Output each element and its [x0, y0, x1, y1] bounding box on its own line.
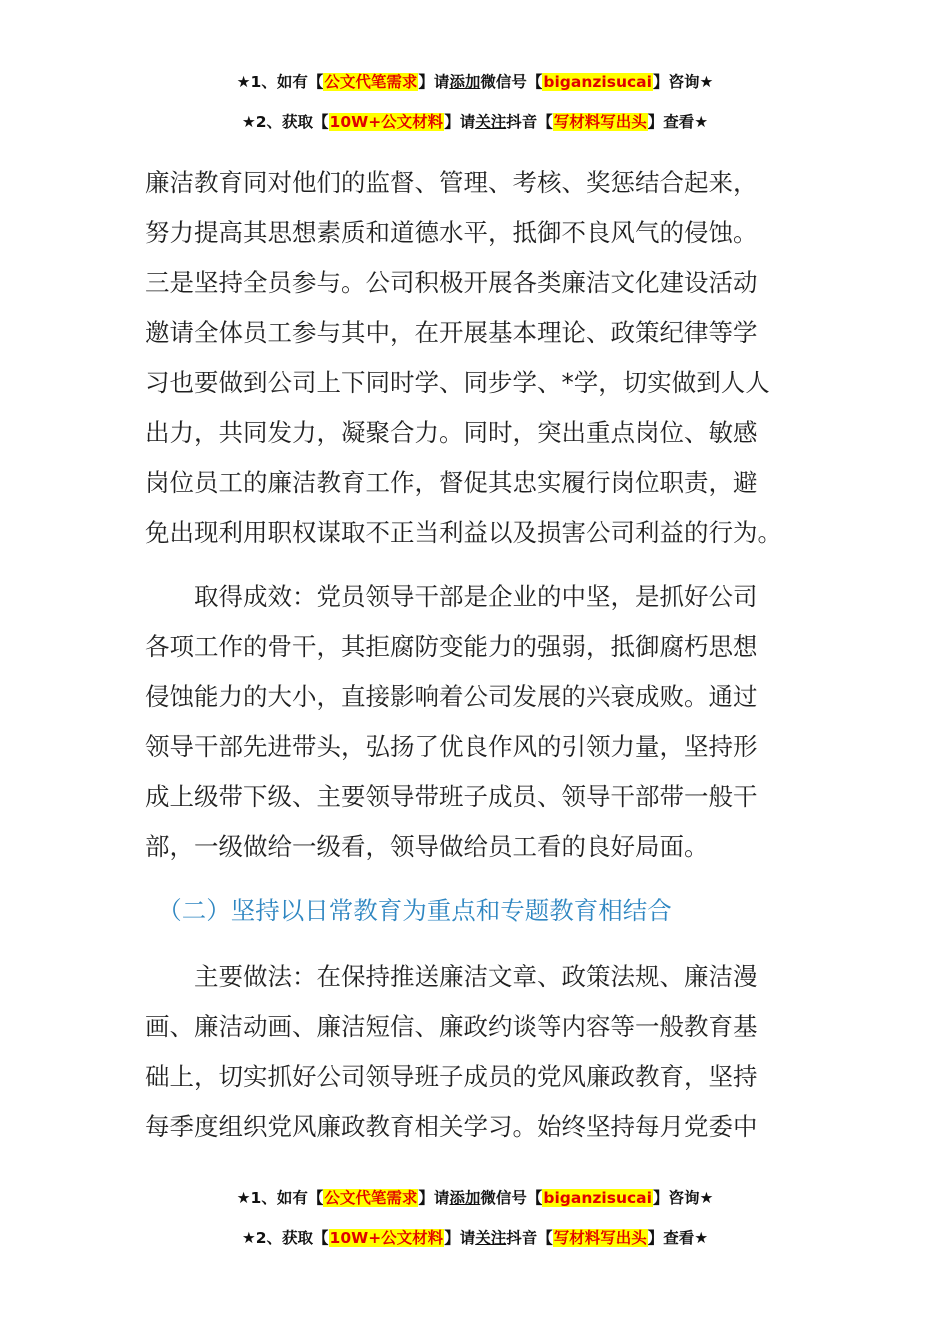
text-line: 部，一级做给一级看，领导做给员工看的良好局面。 — [145, 832, 709, 861]
banner-text: 】咨询★ — [652, 1189, 714, 1207]
paragraph-2 — [145, 572, 807, 872]
highlight-materials: 10W+公文材料 — [329, 1229, 444, 1247]
underlined-text: 关注 — [475, 1229, 507, 1247]
text-line: 每季度组织党风廉政教育相关学习。始终坚持每月党委中 — [145, 1112, 758, 1141]
banner-text: ★1、如有【 — [236, 73, 324, 91]
banner-text: 抖音【 — [506, 113, 553, 131]
highlight-douyin-id: 写材料写出头 — [553, 1229, 647, 1247]
banner-text: 微信号【 — [480, 1189, 543, 1207]
highlight-wechat-id: biganzisucai — [543, 1189, 652, 1207]
footer-banner-line-2 — [0, 1226, 950, 1250]
banner-text: ★2、获取【 — [241, 1229, 329, 1247]
text-line: 础上，切实抓好公司领导班子成员的党风廉政教育，坚持 — [145, 1062, 758, 1091]
banner-text: 】请 — [418, 1189, 450, 1207]
highlight-materials: 10W+公文材料 — [329, 113, 444, 131]
banner-text: 】查看★ — [647, 113, 709, 131]
text-line: 出力，共同发力，凝聚合力。同时，突出重点岗位、敏感 — [145, 418, 758, 447]
text-line: 侵蚀能力的大小，直接影响着公司发展的兴衰成败。通过 — [145, 682, 758, 711]
highlight-service: 公文代笔需求 — [324, 1189, 418, 1207]
banner-text: 抖音【 — [506, 1229, 553, 1247]
text-line: 邀请全体员工参与其中，在开展基本理论、政策纪律等学 — [145, 318, 758, 347]
text-line: 主要做法：在保持推送廉洁文章、政策法规、廉洁漫 — [145, 962, 758, 991]
paragraph-3 — [145, 952, 807, 1152]
text-line: 免出现利用职权谋取不正当利益以及损害公司利益的行为。 — [145, 518, 782, 547]
text-line: 画、廉洁动画、廉洁短信、廉政约谈等内容等一般教育基 — [145, 1012, 758, 1041]
highlight-douyin-id: 写材料写出头 — [553, 113, 647, 131]
banner-text: 】请 — [444, 113, 476, 131]
banner-text: 】请 — [418, 73, 450, 91]
text-line: 岗位员工的廉洁教育工作，督促其忠实履行岗位职责，避 — [145, 468, 758, 497]
text-line: 三是坚持全员参与。公司积极开展各类廉洁文化建设活动 — [145, 268, 758, 297]
underlined-text: 关注 — [475, 113, 507, 131]
text-line: 各项工作的骨干，其拒腐防变能力的强弱，抵御腐朽思想 — [145, 632, 758, 661]
banner-text: 微信号【 — [480, 73, 543, 91]
paragraph-1 — [145, 158, 807, 558]
banner-text: 】查看★ — [647, 1229, 709, 1247]
footer-banner-line-1 — [0, 1186, 950, 1210]
banner-text: ★1、如有【 — [236, 1189, 324, 1207]
banner-text: ★2、获取【 — [241, 113, 329, 131]
underlined-text: 添加 — [449, 1189, 481, 1207]
banner-text: 】请 — [444, 1229, 476, 1247]
text-line: 领导干部先进带头，弘扬了优良作风的引领力量，坚持形 — [145, 732, 758, 761]
banner-text: 】咨询★ — [652, 73, 714, 91]
header-banner-line-2 — [0, 110, 950, 134]
highlight-wechat-id: biganzisucai — [543, 73, 652, 91]
text-line: 成上级带下级、主要领导带班子成员、领导干部带一般干 — [145, 782, 758, 811]
text-line: 廉洁教育同对他们的监督、管理、考核、奖惩结合起来， — [145, 168, 758, 197]
header-banner-line-1 — [0, 70, 950, 94]
text-line: 取得成效：党员领导干部是企业的中坚，是抓好公司 — [145, 582, 758, 611]
underlined-text: 添加 — [449, 73, 481, 91]
text-line: 努力提高其思想素质和道德水平，抵御不良风气的侵蚀。 — [145, 218, 758, 247]
highlight-service: 公文代笔需求 — [324, 73, 418, 91]
text-line: 习也要做到公司上下同时学、同步学、*学，切实做到人人 — [145, 368, 770, 397]
section-heading: （二）坚持以日常教育为重点和专题教育相结合 — [145, 896, 672, 925]
